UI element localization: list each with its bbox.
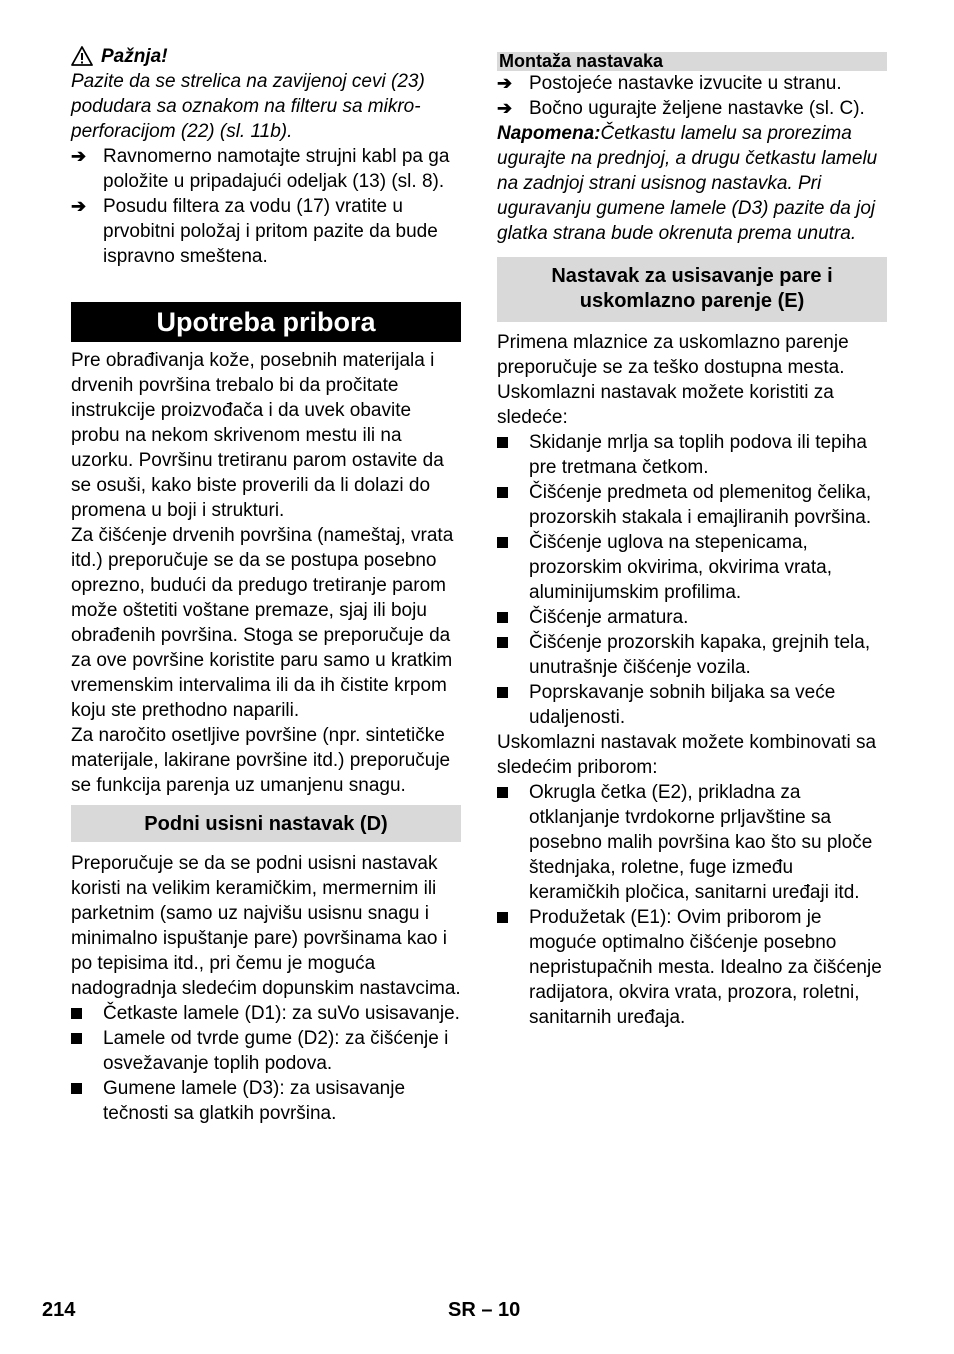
right-column (497, 44, 887, 1030)
list-item (71, 1026, 461, 1076)
step-item (71, 194, 461, 269)
step-item (497, 71, 887, 96)
step-item (71, 144, 461, 194)
list-item (497, 430, 887, 480)
list-item-text: Gumene lamele (D3): za usisavanje tečnosti sa glatkih površina. (103, 1078, 406, 1124)
square-bullet-icon (71, 1076, 95, 1101)
warning-text: Pazite da se strelica na zavijenoj cevi (23) podudara sa oznakom na filteru sa mikro-perforacijom (22) (sl. 11b). (71, 71, 425, 142)
list-item-text: Lamele od tvrde gume (D2): za čišćenje i osvežavanje toplih podova. (103, 1028, 449, 1074)
list-item-text: Četkaste lamele (D1): za suVo usisavanje. (103, 1003, 460, 1024)
arrow-right-icon: ➔ (497, 73, 513, 93)
step-text: Ravnomerno namotajte strujni kabl pa ga položite u pripadajući odeljak (13) (sl. 8). (103, 146, 450, 192)
steam-nozzle-heading: Nastavak za usisavanje pare i uskomlazno parenje (E) (497, 257, 887, 322)
square-bullet-icon (497, 605, 521, 630)
list-item (71, 1076, 461, 1126)
step-item (497, 96, 887, 121)
list-item (497, 630, 887, 680)
square-bullet-icon (497, 530, 521, 555)
list-item-text: Okrugla četka (E2), prikladna za otklanjanje tvrdokorne prljavštine sa posebno malih površina kao što su ploče štednjaka, roletne, fuge između keramičkih pločica, sanitarni uređaji itd. (529, 782, 873, 903)
square-bullet-icon (497, 780, 521, 805)
list-item (497, 605, 887, 630)
step-text: Postojeće nastavke izvucite u stranu. (529, 73, 842, 94)
floor-nozzle-heading: Podni usisni nastavak (D) (71, 805, 461, 842)
warning-heading (71, 44, 461, 69)
list-item (497, 530, 887, 605)
list-item (497, 905, 887, 1030)
arrow-right-icon: ➔ (71, 196, 87, 216)
list-item-text: Čišćenje uglova na stepenicama, prozorskim okvirima, okvirima vrata, aluminijumskim profilima. (529, 532, 832, 603)
arrow-right-icon: ➔ (71, 146, 87, 166)
intro-paragraph: Pre obrađivanja kože, posebnih materijala i drvenih površina trebalo bi da pročitate instrukcije proizvođača i da uvek obavite probu na nekom skrivenom mestu ili na uzorku. Površinu tretiranu parom ostavite da se osuši, kako biste proverili da li dolazi do promena u boji i strukturi. (71, 350, 444, 521)
section-label: SR – 10 (448, 1299, 521, 1321)
list-item (71, 1001, 461, 1026)
square-bullet-icon (497, 480, 521, 505)
page-number: 214 (42, 1299, 76, 1321)
square-bullet-icon (497, 680, 521, 705)
note (497, 121, 887, 246)
list-item (497, 680, 887, 730)
list-item (497, 780, 887, 905)
warning-triangle-icon (71, 46, 95, 68)
square-bullet-icon (71, 1001, 95, 1026)
arrow-right-icon: ➔ (497, 98, 513, 118)
intro-paragraph: Za naročito osetljive površine (npr. sintetičke materijale, lakirane površine itd.) preporučuje se funkcija parenja uz umanjenu snagu. (71, 725, 451, 796)
intro-paragraph: Za čišćenje drvenih površina (nameštaj, vrata itd.) preporučuje se da se postupa posebno oprezno, budući da predugo tretiranje parom može oštetiti voštane premaze, sjaj ili boju obrađenih površina. Stoga se preporučuje da za ove površine koristite paru samo u kratkim vremenskim intervalima ili da ih čistite krpom koju ste prethodno naparili. (71, 525, 454, 721)
steam-intro: Primena mlaznice za uskomlazno parenje preporučuje se za teško dostupna mesta. Uskomlazni nastavak možete koristiti za sledeće: (497, 332, 849, 428)
step-text: Bočno ugurajte željene nastavke (sl. C). (529, 98, 865, 119)
list-item-text: Čišćenje predmeta od plemenitog čelika, prozorskih stakala i emajliranih površina. (529, 482, 872, 528)
step-text: Posudu filtera za vodu (17) vratite u prvobitni položaj i pritom pazite da bude ispravno smeštena. (103, 196, 438, 267)
warning-title: Pažnja! (101, 46, 168, 67)
combo-intro: Uskomlazni nastavak možete kombinovati sa sledećim priborom: (497, 732, 877, 778)
note-label: Napomena: (497, 123, 601, 144)
square-bullet-icon (497, 430, 521, 455)
list-item-text: Poprskavanje sobnih biljaka sa veće udaljenosti. (529, 682, 836, 728)
list-item-text: Produžetak (E1): Ovim priborom je moguće optimalno čišćenje posebno nepristupačnih mesta. Idealno za čišćenje radijatora, okvira vrata, prozora, roletni, sanitarnih uređaja. (529, 907, 882, 1028)
list-item (497, 480, 887, 530)
note-text: Četkastu lamelu sa prorezima ugurajte na prednjoj, a drugu četkastu lamelu na zadnjoj strani usisnog nastavka. Pri uguravanju gumene lamele (D3) pazite da joj glatka strana bude okrenuta prema unutra. (497, 123, 878, 244)
left-column (71, 44, 461, 1126)
list-item-text: Čišćenje armatura. (529, 607, 689, 628)
list-item-text: Skidanje mrlja sa toplih podova ili tepiha pre tretmana četkom. (529, 432, 867, 478)
floor-nozzle-text: Preporučuje se da se podni usisni nastavak koristi na velikim keramičkim, mermernim ili parketnim (samo uz najvišu usisnu snagu i minimalno ispuštanje pare) površinama kao i po tepisima itd., pri čemu je moguća nadogradnja sledećim dopunskim nastavcima. (71, 853, 461, 999)
square-bullet-icon (71, 1026, 95, 1051)
mount-heading: Montaža nastavaka (497, 52, 887, 71)
list-item-text: Čišćenje prozorskih kapaka, grejnih tela, unutrašnje čišćenje vozila. (529, 632, 871, 678)
square-bullet-icon (497, 630, 521, 655)
section-title: Upotreba pribora (71, 302, 461, 342)
square-bullet-icon (497, 905, 521, 930)
